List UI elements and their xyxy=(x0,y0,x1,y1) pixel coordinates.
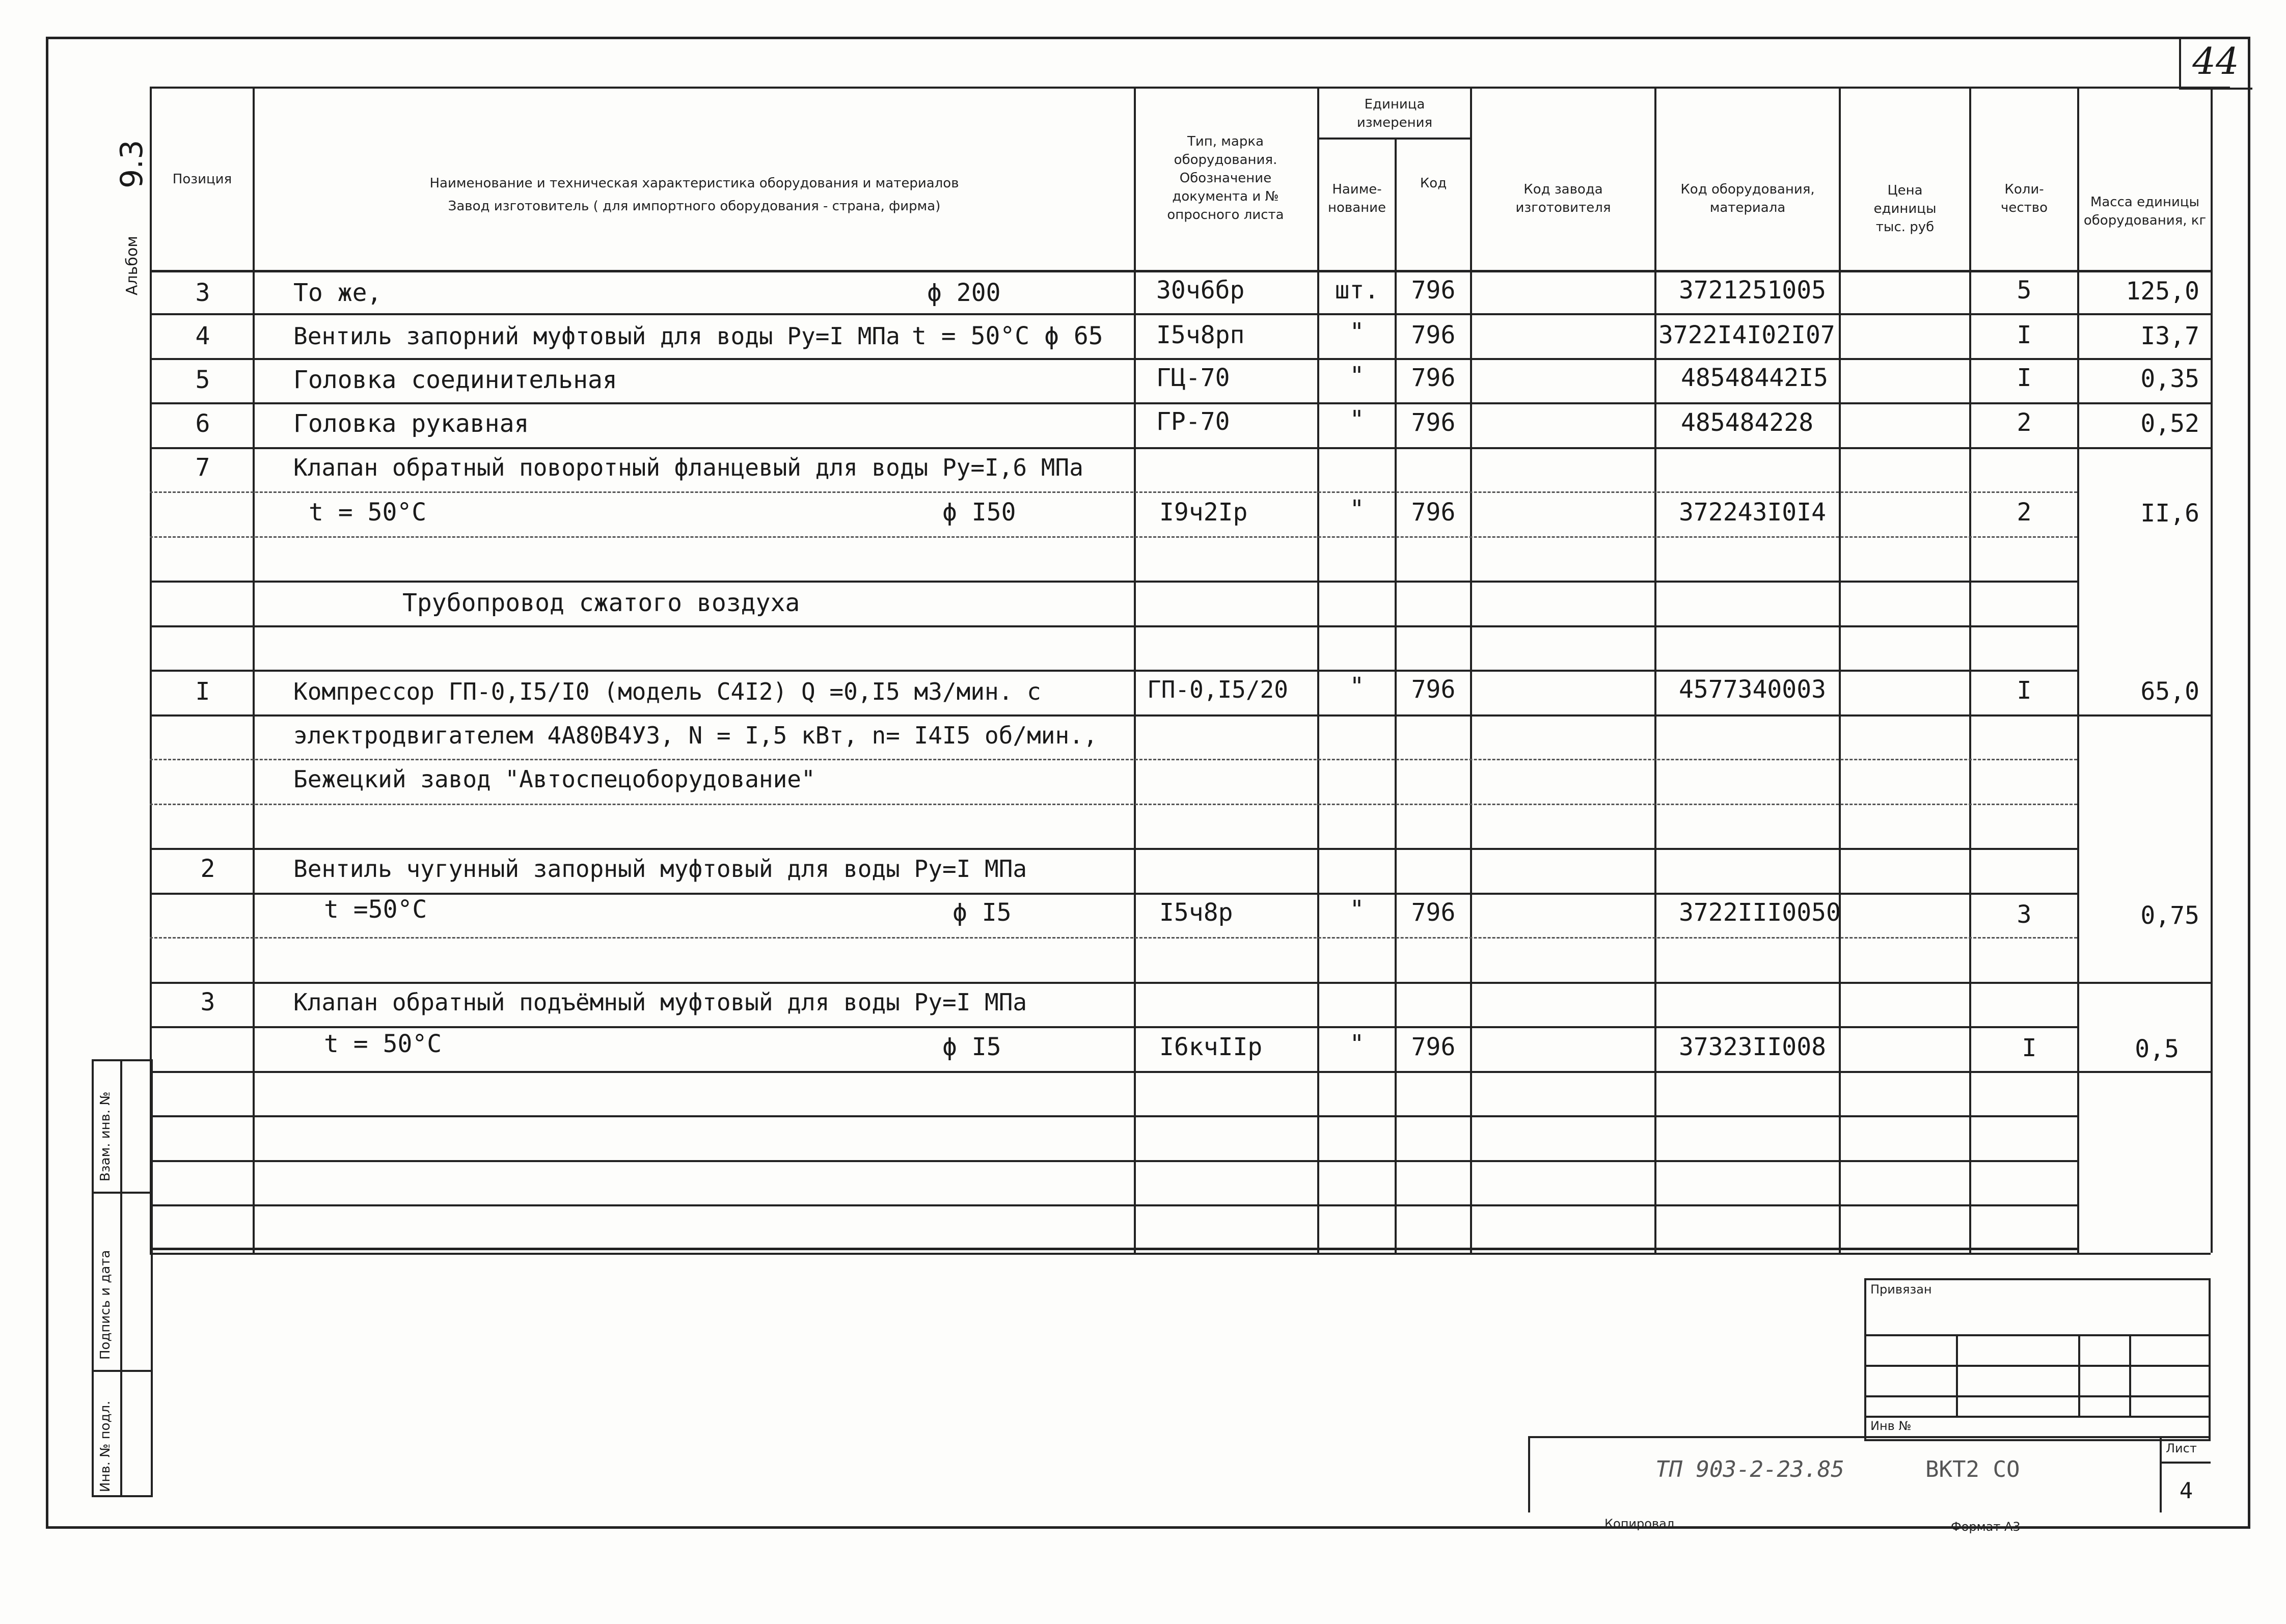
row-6-type: I9ч2Iр xyxy=(1159,498,1248,527)
row-2-pos: 4 xyxy=(195,322,210,350)
side-stamp-inv: Инв. № подл. xyxy=(98,1400,113,1492)
row-4-mass: 0,52 xyxy=(2140,409,2199,438)
row-12-name: Бежецкий завод "Автоспецоборудование" xyxy=(293,765,815,793)
section-title-compressed-air: Трубопровод сжатого воздуха xyxy=(402,589,800,617)
side-stamp-vzam: Взам. инв. № xyxy=(98,1091,113,1181)
row-5-name: Клапан обратный поворотный фланцевый для воды Ру=I,6 МПа xyxy=(293,454,1083,481)
row-4-qty: 2 xyxy=(2017,408,2032,437)
row-4-code: 796 xyxy=(1411,408,1456,437)
header-equipment-code: Код оборудования, материала xyxy=(1680,182,1815,215)
row-18-extra: ϕ I5 xyxy=(942,1033,1001,1061)
row-10-unit: " xyxy=(1349,672,1365,701)
header-unit-group: Единица измерения xyxy=(1356,97,1433,130)
row-3-qty: I xyxy=(2017,364,2032,392)
header-quantity: Коли-чество xyxy=(2000,182,2048,215)
row-6-name: t = 50°C xyxy=(309,498,427,527)
row-10-mass: 65,0 xyxy=(2140,677,2199,706)
row-6-code: 796 xyxy=(1411,498,1456,527)
row-1-eq-code: 3721251005 xyxy=(1679,276,1826,305)
row-2-eq-code: 3722I4I02I07 xyxy=(1658,321,1835,349)
row-18-eq-code: 37323II008 xyxy=(1679,1033,1826,1061)
row-2-extra: t = 50°C ϕ 65 xyxy=(912,322,1103,350)
row-6-mass: II,6 xyxy=(2140,499,2199,528)
header-mass: Масса единицы оборудования, кг xyxy=(2083,195,2207,228)
row-1-extra: ϕ 200 xyxy=(927,279,1001,307)
row-6-unit: " xyxy=(1349,495,1365,524)
bound-label: Привязан xyxy=(1870,1282,1932,1297)
header-bottom-line xyxy=(150,270,2211,272)
album-number: 9.3 xyxy=(114,140,150,188)
title-block xyxy=(1528,1436,2211,1512)
row-2-code: 796 xyxy=(1411,321,1456,349)
row-2-type: I5ч8рп xyxy=(1156,321,1245,349)
row-10-pos: I xyxy=(195,677,210,706)
row-17-pos: 3 xyxy=(200,988,215,1016)
row-3-pos: 5 xyxy=(195,366,210,394)
row-1-name: То же, xyxy=(293,279,382,307)
row-1-qty: 5 xyxy=(2017,276,2032,305)
row-10-qty: I xyxy=(2017,676,2032,705)
sheet-value: 4 xyxy=(2179,1478,2193,1504)
row-14-name: Вентиль чугунный запорный муфтовый для воды Ру=I МПа xyxy=(293,855,1027,883)
row-4-eq-code: 485484228 xyxy=(1681,408,1814,437)
row-2-unit: " xyxy=(1349,318,1365,346)
row-1-type: 30ч6бр xyxy=(1156,276,1245,305)
header-name-line2: Завод изготовитель ( для импортного оборудования - страна, фирма) xyxy=(448,199,941,214)
row-1-code: 796 xyxy=(1411,276,1456,305)
row-1-mass: 125,0 xyxy=(2126,277,2199,306)
doc-code: ТП 903-2-23.85 xyxy=(1655,1456,1844,1482)
row-18-qty: I xyxy=(2022,1034,2037,1062)
row-3-code: 796 xyxy=(1411,364,1456,392)
inv-no-label: Инв № xyxy=(1870,1419,1912,1433)
row-15-extra: ϕ I5 xyxy=(953,898,1012,927)
header-plant-code: Код завода изготовителя xyxy=(1515,182,1611,215)
format-label: Формат А3 xyxy=(1951,1520,2021,1534)
row-4-name: Головка рукавная xyxy=(293,409,529,438)
row-6-eq-code: 372243I0I4 xyxy=(1679,498,1826,527)
sheet-label: Лист xyxy=(2166,1441,2197,1455)
row-18-name: t = 50°C xyxy=(324,1030,442,1058)
row-6-qty: 2 xyxy=(2017,498,2032,527)
side-stamp-sign: Подпись и дата xyxy=(98,1250,113,1360)
row-15-unit: " xyxy=(1349,895,1365,924)
copied-label: Копировал xyxy=(1604,1517,1675,1531)
row-11-name: электродвигателем 4А80В4У3, N = I,5 кВт, n= I4I5 об/мин., xyxy=(293,722,1098,749)
row-2-mass: I3,7 xyxy=(2140,322,2199,350)
row-4-unit: " xyxy=(1349,405,1365,434)
row-1-unit: шт. xyxy=(1335,276,1379,305)
row-17-name: Клапан обратный подъёмный муфтовый для воды Ру=I МПа xyxy=(293,988,1027,1016)
row-3-eq-code: 48548442I5 xyxy=(1681,364,1828,392)
row-18-code: 796 xyxy=(1411,1033,1456,1061)
row-15-type: I5ч8р xyxy=(1159,898,1233,927)
row-10-type: ГП-0,I5/20 xyxy=(1147,676,1288,703)
album-label: Альбом xyxy=(123,236,141,295)
doc-code-2: ВКТ2 СО xyxy=(1925,1456,2020,1482)
row-4-type: ГР-70 xyxy=(1156,407,1230,436)
row-14-pos: 2 xyxy=(200,855,215,883)
header-unit-code: Код xyxy=(1420,176,1447,191)
row-18-mass: 0,5 xyxy=(2135,1035,2179,1063)
row-15-mass: 0,75 xyxy=(2140,901,2199,930)
row-15-code: 796 xyxy=(1411,898,1456,927)
row-1-pos: 3 xyxy=(195,279,210,307)
row-3-name: Головка соединительная xyxy=(293,366,617,394)
top-sheet-number: 44 xyxy=(2192,40,2239,82)
row-10-code: 796 xyxy=(1411,675,1456,704)
row-3-mass: 0,35 xyxy=(2140,365,2199,393)
row-15-eq-code: 3722III0050 xyxy=(1679,898,1841,927)
row-5-pos: 7 xyxy=(195,453,210,482)
row-10-name: Компрессор ГП-0,I5/I0 (модель С4I2) Q =0,I5 м3/мин. с xyxy=(293,678,1041,705)
row-3-unit: " xyxy=(1349,362,1365,390)
row-18-type: I6кчIIр xyxy=(1159,1033,1263,1061)
row-3-type: ГЦ-70 xyxy=(1156,364,1230,392)
header-name-line1: Наименование и техническая характеристика оборудования и материалов xyxy=(429,176,959,191)
row-15-name: t =50°C xyxy=(324,895,427,924)
row-15-qty: 3 xyxy=(2017,900,2032,929)
row-18-unit: " xyxy=(1349,1030,1365,1058)
row-2-qty: I xyxy=(2017,321,2032,349)
header-unit-name: Наиме-нование xyxy=(1327,182,1386,215)
row-6-extra: ϕ I50 xyxy=(942,498,1016,527)
row-4-pos: 6 xyxy=(195,409,210,438)
row-10-eq-code: 4577340003 xyxy=(1679,675,1826,704)
header-position: Позиция xyxy=(172,172,232,187)
header-price: Цена единицы тыс. руб xyxy=(1873,183,1937,235)
row-2-name: Вентиль запорний муфтовый для воды Ру=I МПа xyxy=(293,322,900,350)
header-type-mark: Тип, марка оборудования. Обозначение документа и № опросного листа xyxy=(1167,134,1284,223)
